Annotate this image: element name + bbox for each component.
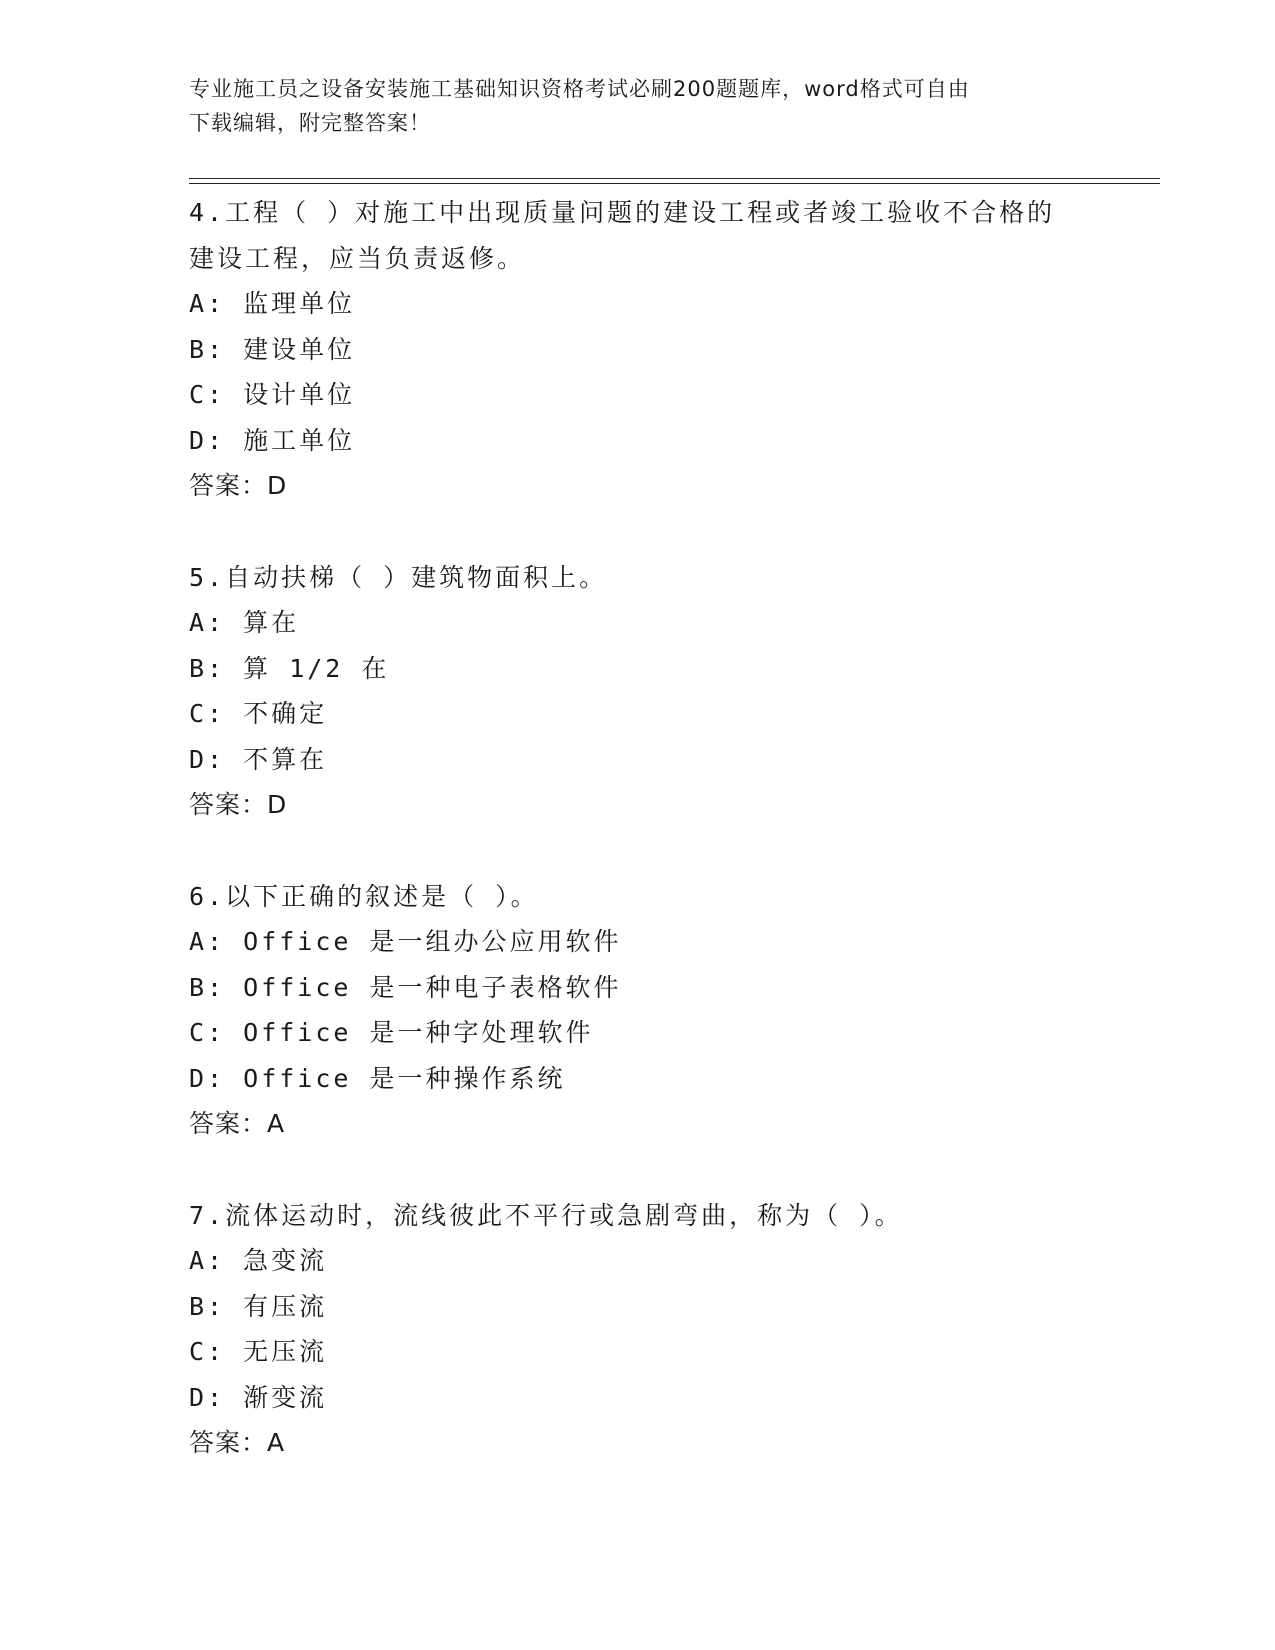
option-b: B: 有压流 (189, 1291, 328, 1321)
document-header (189, 72, 1089, 140)
header-line-1: 专业施工员之设备安装施工基础知识资格考试必刷200题题库，word格式可自由 (189, 77, 970, 101)
option-c: C: 不确定 (189, 699, 328, 728)
question-item (189, 1193, 1129, 1466)
option-d: D: 渐变流 (189, 1382, 328, 1412)
question-list (189, 190, 1129, 1512)
option-d: D: 施工单位 (189, 425, 356, 455)
option-d: D: 不算在 (189, 744, 328, 774)
answer: 答案：D (189, 790, 288, 819)
question-stem: 7.流体运动时，流线彼此不平行或急剧弯曲，称为（ ）。 (189, 1200, 903, 1230)
option-b: B: 建设单位 (189, 334, 356, 364)
answer: 答案：A (189, 1428, 286, 1457)
header-line-2: 下载编辑，附完整答案！ (189, 111, 431, 135)
answer: 答案：D (189, 471, 288, 500)
option-c: C: 无压流 (189, 1337, 328, 1366)
option-b: B: 算 1/2 在 (189, 653, 390, 683)
option-a: A: 监理单位 (189, 289, 356, 318)
answer: 答案：A (189, 1109, 286, 1138)
question-item (189, 874, 1129, 1147)
option-b: B: Office 是一种电子表格软件 (189, 972, 622, 1002)
question-stem: 4.工程（ ）对施工中出现质量问题的建设工程或者竣工验收不合格的 (189, 198, 1056, 227)
option-d: D: Office 是一种操作系统 (189, 1063, 566, 1093)
option-a: A: 急变流 (189, 1246, 328, 1275)
question-stem: 5.自动扶梯（ ）建筑物面积上。 (189, 562, 608, 592)
option-c: C: Office 是一种字处理软件 (189, 1018, 594, 1047)
option-c: C: 设计单位 (189, 380, 356, 409)
header-divider (189, 178, 1160, 184)
question-item (189, 190, 1129, 509)
question-item (189, 555, 1129, 828)
question-stem-continued: 建设工程，应当负责返修。 (189, 243, 526, 273)
option-a: A: 算在 (189, 608, 300, 637)
option-a: A: Office 是一组办公应用软件 (189, 927, 622, 956)
question-stem: 6.以下正确的叙述是（ ）。 (189, 881, 539, 911)
